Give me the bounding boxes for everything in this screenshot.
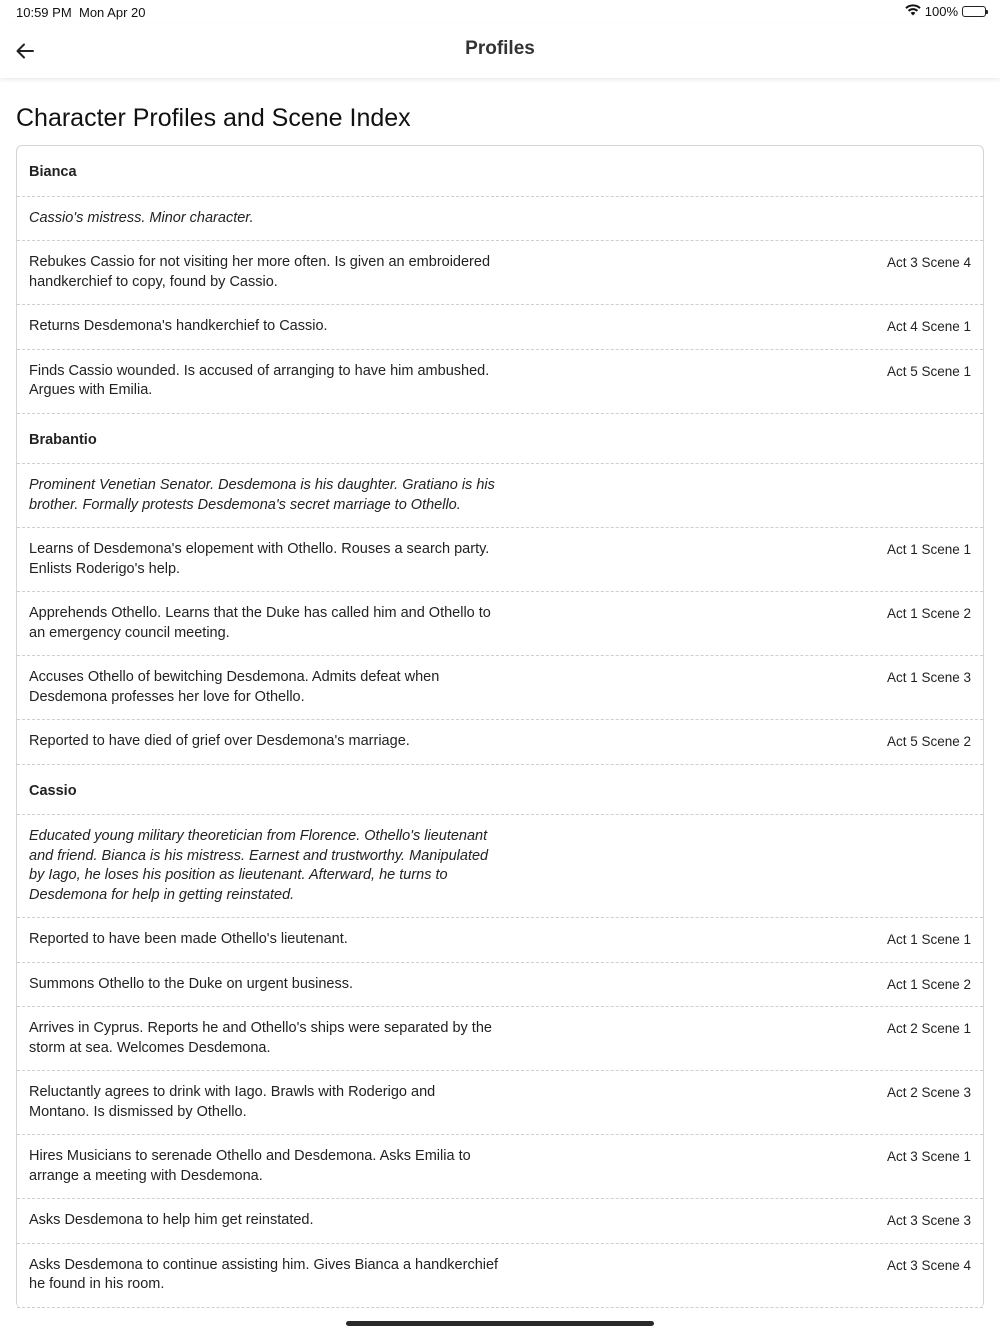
event-text: Learns of Desdemona's elopement with Othello. Rouses a search party. Enlists Roderigo's help. <box>29 541 490 577</box>
scene-link[interactable]: Act 1 Scene 1 <box>886 932 971 947</box>
scene-event-row[interactable] <box>17 592 983 656</box>
battery-percent: 100% <box>924 4 958 19</box>
event-text: Apprehends Othello. Learns that the Duke has called him and Othello to an emergency council meeting. <box>29 605 491 641</box>
character-name: Brabantio <box>29 431 97 448</box>
scene-event-row[interactable] <box>17 720 983 765</box>
event-text: Arrives in Cyprus. Reports he and Othello's ships were separated by the storm at sea. Welcomes Desdemona. <box>29 1020 492 1056</box>
event-text: Reluctantly agrees to drink with Iago. Brawls with Roderigo and Montano. Is dismissed by Othello. <box>29 1084 436 1120</box>
scene-link[interactable]: Act 3 Scene 4 <box>886 1257 971 1273</box>
scene-event-row[interactable] <box>17 1244 983 1308</box>
character-description: Prominent Venetian Senator. Desdemona is his daughter. Gratiano is his brother. Formally protests Desdemona's secret marriage to Othello. <box>29 477 495 513</box>
scene-event-row[interactable] <box>17 1135 983 1199</box>
event-text: Reported to have been made Othello's lieutenant. <box>29 931 348 947</box>
status-time: 10:59 PM <box>16 5 72 20</box>
battery-icon <box>962 6 986 17</box>
event-text: Asks Desdemona to continue assisting him. Gives Bianca a handkerchief he found in his room. <box>29 1256 499 1292</box>
character-description-row <box>17 197 983 242</box>
scene-event-row[interactable] <box>17 918 983 963</box>
scene-event-row[interactable] <box>17 656 983 720</box>
character-name: Bianca <box>29 164 77 180</box>
status-right <box>905 4 986 19</box>
home-indicator <box>346 1321 654 1326</box>
event-text: Hires Musicians to serenade Othello and Desdemona. Asks Emilia to arrange a meeting with Desdemona. <box>29 1148 471 1184</box>
event-text: Asks Desdemona to help him get reinstated. <box>29 1212 314 1228</box>
scene-link[interactable]: Act 1 Scene 1 <box>886 542 971 557</box>
page-title: Character Profiles and Scene Index <box>16 104 411 132</box>
navigation-bar <box>0 24 1000 78</box>
scene-link[interactable]: Act 3 Scene 4 <box>886 255 971 270</box>
scene-event-row[interactable] <box>17 963 983 1008</box>
character-name-row <box>17 765 983 816</box>
event-text: Summons Othello to the Duke on urgent business. <box>29 975 354 992</box>
scene-link[interactable]: Act 2 Scene 1 <box>886 1021 971 1036</box>
scene-link[interactable]: Act 2 Scene 3 <box>886 1085 971 1100</box>
scene-link[interactable]: Act 5 Scene 2 <box>886 734 971 749</box>
scene-link[interactable]: Act 3 Scene 1 <box>886 1149 971 1164</box>
scene-event-row[interactable] <box>17 1007 983 1071</box>
event-text: Returns Desdemona's handkerchief to Cassio. <box>29 318 328 334</box>
scene-link[interactable]: Act 1 Scene 2 <box>886 976 971 992</box>
scene-event-row[interactable] <box>17 1199 983 1244</box>
scene-link[interactable]: Act 3 Scene 3 <box>886 1213 971 1228</box>
scene-link[interactable]: Act 1 Scene 3 <box>886 670 971 685</box>
event-text: Reported to have died of grief over Desdemona's marriage. <box>29 733 410 749</box>
scene-link[interactable]: Act 5 Scene 1 <box>886 363 971 379</box>
character-name-row <box>17 146 983 197</box>
character-description-row <box>17 815 983 918</box>
event-text: Rebukes Cassio for not visiting her more often. Is given an embroidered handkerchief to copy, found by Cassio. <box>29 254 491 290</box>
scene-link[interactable]: Act 1 Scene 2 <box>886 606 971 621</box>
event-text: Finds Cassio wounded. Is accused of arranging to have him ambushed. Argues with Emilia. <box>29 362 490 398</box>
scene-event-row[interactable] <box>17 1071 983 1135</box>
character-description-row <box>17 464 983 528</box>
status-bar <box>0 0 1000 24</box>
scene-link[interactable]: Act 4 Scene 1 <box>886 319 971 334</box>
wifi-icon <box>905 4 921 19</box>
character-name-row <box>17 414 983 465</box>
scene-event-row[interactable] <box>17 241 983 305</box>
scene-event-row[interactable] <box>17 528 983 592</box>
status-date: Mon Apr 20 <box>79 5 146 20</box>
character-description: Educated young military theoretician from Florence. Othello's lieutenant and friend. Bianca is his mistress. Earnest and trustworthy. Manipulated by Iago, he loses his position as lieutenant. Afterward, he turns to Desdemona for help in getting reinstated. <box>29 828 489 903</box>
event-text: Accuses Othello of bewitching Desdemona. Admits defeat when Desdemona professes her love for Othello. <box>29 669 440 705</box>
nav-title: Profiles <box>465 38 535 59</box>
character-name: Cassio <box>29 782 77 799</box>
character-index-table <box>16 145 984 1308</box>
scene-event-row[interactable] <box>17 350 983 414</box>
scene-event-row[interactable] <box>17 305 983 350</box>
character-description: Cassio's mistress. Minor character. <box>29 209 254 226</box>
